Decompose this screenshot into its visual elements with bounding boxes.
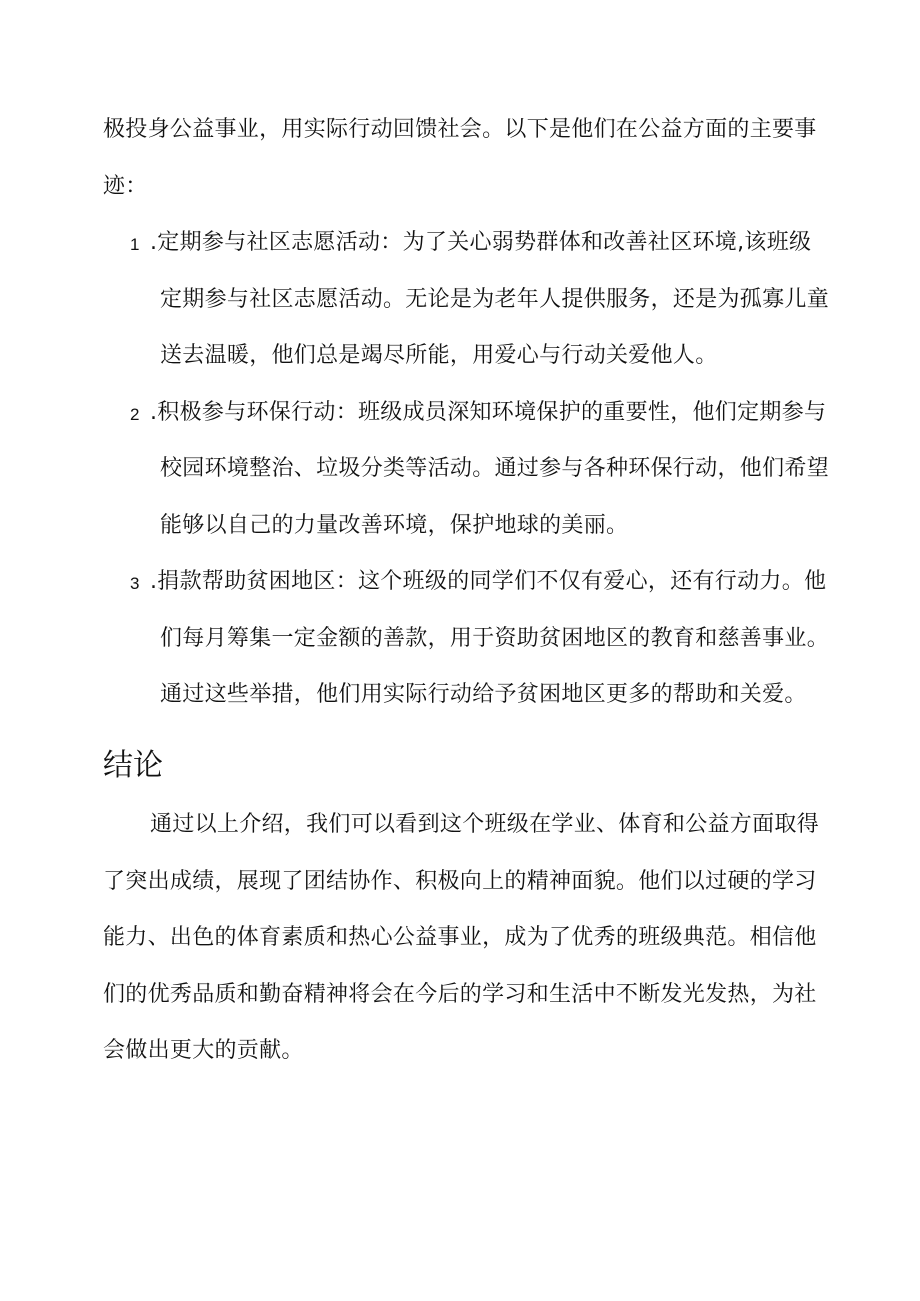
intro-line: 迹：	[103, 174, 148, 199]
list-item-line: 送去温暖，他们总是竭尽所能，用爱心与行动关爱他人。	[160, 343, 718, 368]
list-item-line: 能够以自己的力量改善环境，保护地球的美丽。	[160, 513, 629, 538]
list-item-line: 定期参与社区志愿活动。无论是为老年人提供服务，还是为孤寡儿童	[160, 287, 830, 312]
conclusion-line: 能力、出色的体育素质和热心公益事业，成为了优秀的班级典范。相信他	[103, 925, 817, 950]
list-item-line: 校园环境整治、垃圾分类等活动。通过参与各种环保行动，他们希望	[160, 456, 830, 481]
conclusion-line: 了突出成绩，展现了团结协作、积极向上的精神面貌。他们以过硬的学习	[103, 869, 817, 894]
conclusion-line: 们的优秀品质和勤奋精神将会在今后的学习和生活中不断发光发热，为社	[103, 982, 817, 1007]
list-item-line: .积极参与环保行动：班级成员深知环境保护的重要性，他们定期参与	[150, 400, 827, 425]
list-number: 3	[130, 574, 140, 593]
list-number: 1	[130, 235, 140, 254]
list-item-line: 通过这些举措，他们用实际行动给予贫困地区更多的帮助和关爱。	[160, 682, 807, 707]
list-number: 2	[130, 405, 140, 424]
conclusion-line: 会做出更大的贡献。	[103, 1038, 304, 1063]
intro-line: 极投身公益事业，用实际行动回馈社会。以下是他们在公益方面的主要事	[103, 117, 817, 142]
list-item-line: .捐款帮助贫困地区：这个班级的同学们不仅有爱心，还有行动力。他	[150, 569, 827, 594]
conclusion-line: 通过以上介绍，我们可以看到这个班级在学业、体育和公益方面取得	[150, 812, 820, 837]
list-item-line: .定期参与社区志愿活动：为了关心弱势群体和改善社区环境,该班级	[150, 230, 812, 255]
list-item-line: 们每月筹集一定金额的善款，用于资助贫困地区的教育和慈善事业。	[160, 626, 830, 651]
section-heading: 结论	[103, 748, 163, 783]
